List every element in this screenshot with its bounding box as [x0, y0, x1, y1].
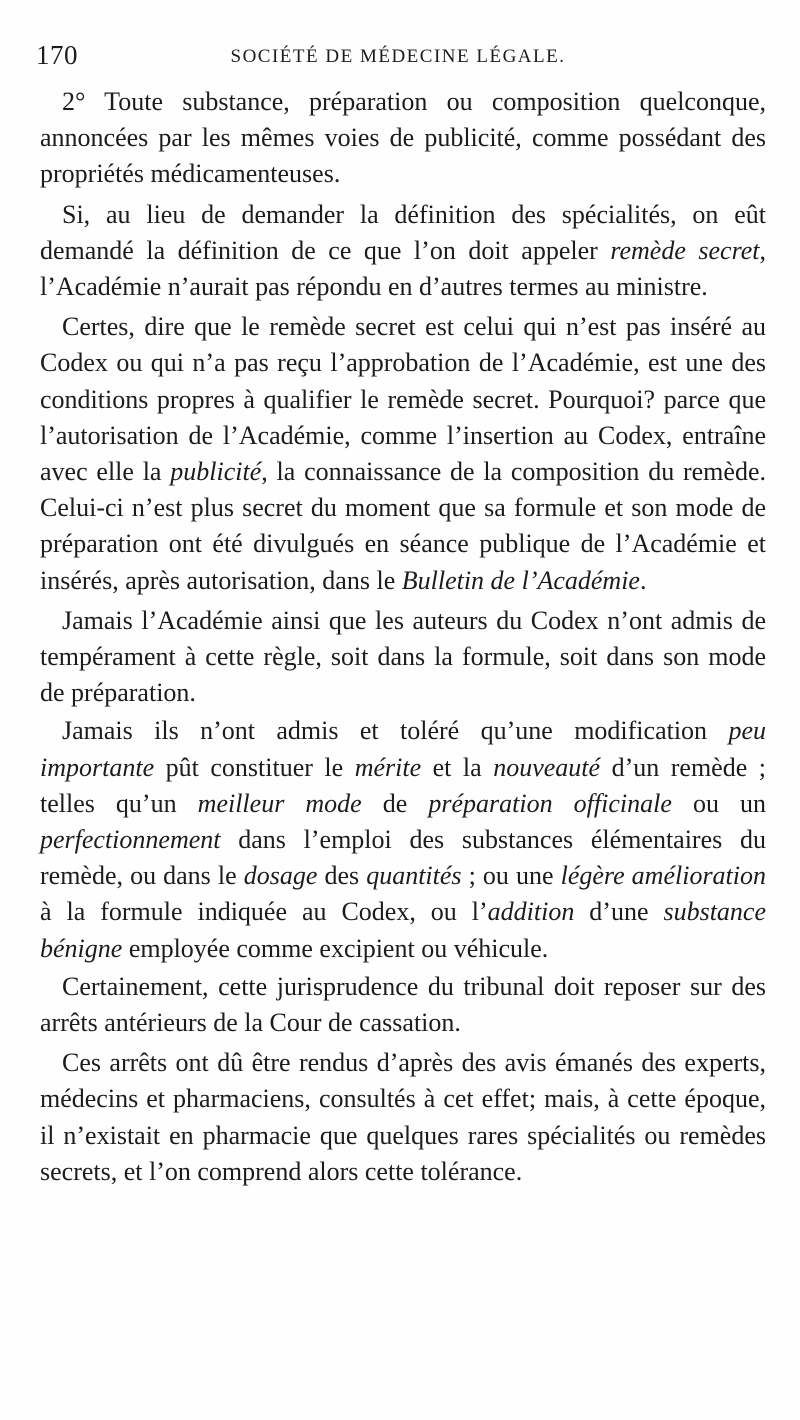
italic-text: perfectionnement [40, 825, 221, 855]
italic-text: substance bénigne [40, 897, 766, 963]
italic-text: meilleur mode [197, 788, 362, 818]
text-run: , la connaissance de la composition du remède. Celui-ci n’est plus secret du moment que sa formule et son mode de préparation ont été divulgués en séance publique de l’Académie et insérés, après autorisation, dans le [40, 457, 766, 595]
paragraph [40, 713, 766, 966]
text-run: , l’Académie n’aurait pas répondu en d’autres termes au ministre. [40, 235, 766, 302]
text-run: d’une [574, 897, 664, 927]
italic-text: dosage [243, 861, 318, 891]
text-run: . [639, 565, 647, 595]
page-header [36, 40, 760, 76]
italic-text: remède secret [610, 235, 760, 265]
text-run: des [317, 861, 367, 891]
text-run: d’un remède ; telles qu’un [40, 752, 767, 818]
italic-text: peu importante [40, 716, 766, 782]
text-run: employée comme excipient ou véhicule. [122, 933, 549, 963]
text-run: de [361, 788, 429, 818]
text-run: à la formule indiquée au Codex, ou l’ [40, 897, 488, 927]
italic-text: Bulletin de l’Académie [401, 565, 640, 595]
italic-text: publicité [170, 457, 262, 487]
text-run: Certainement, cette jurisprudence du tribunal doit reposer sur des arrêts antérieurs de la Cour de cassation. [40, 971, 766, 1038]
text-run: Jamais ils n’ont admis et toléré qu’une modification [62, 716, 729, 746]
text-run: 2° Toute substance, préparation ou composition quelconque, annoncées par les mêmes voies de publicité, comme possédant des propriétés médicamenteuses. [40, 87, 766, 189]
paragraph [40, 603, 766, 712]
text-run: dans l’emploi des substances élémentaires du remède, ou dans le [40, 825, 766, 891]
page-number: 170 [36, 40, 78, 70]
text-run: ou un [671, 788, 767, 818]
italic-text: nouveauté [493, 752, 601, 782]
italic-text: addition [487, 897, 575, 927]
text-run: pût constituer le [154, 752, 355, 782]
running-head: SOCIÉTÉ DE MÉDECINE LÉGALE. [230, 46, 566, 67]
italic-text: mérite [354, 752, 422, 782]
paragraph [40, 197, 766, 306]
text-run: et la [421, 752, 494, 782]
text-run: Ces arrêts ont dû être rendus d’après des avis émanés des experts, médecins et pharmaciens, consultés à cet effet; mais, à cette époque, il n’existait en pharmacie que quelques rares spécialités ou remèdes secrets, et l’on comprend alors cette tolérance. [40, 1048, 766, 1186]
paragraph [40, 309, 766, 599]
paragraph [40, 969, 766, 1041]
paragraph [40, 84, 766, 193]
text-run: Certes, dire que le remède secret est celui qui n’est pas inséré au Codex ou qui n’a pas reçu l’approbation de l’Académie, est une des conditions propres à qualifier le remède secret. Pourquoi? parce que l’autorisation de l’Académie, comme l’insertion au Codex, entraîne avec elle la [40, 312, 766, 487]
italic-text: préparation officinale [428, 788, 672, 818]
italic-text: quantités [366, 861, 462, 891]
paragraph [40, 1045, 766, 1190]
text-run: Jamais l’Académie ainsi que les auteurs du Codex n’ont admis de tempérament à cette règle, soit dans la formule, soit dans son mode de préparation. [40, 605, 766, 708]
text-run: Si, au lieu de demander la définition des spécialités, on eût demandé la définition de ce que l’on doit appeler [40, 199, 766, 265]
body-text [40, 84, 766, 1194]
italic-text: légère amélioration [560, 861, 767, 891]
text-run: ; ou une [461, 861, 561, 891]
